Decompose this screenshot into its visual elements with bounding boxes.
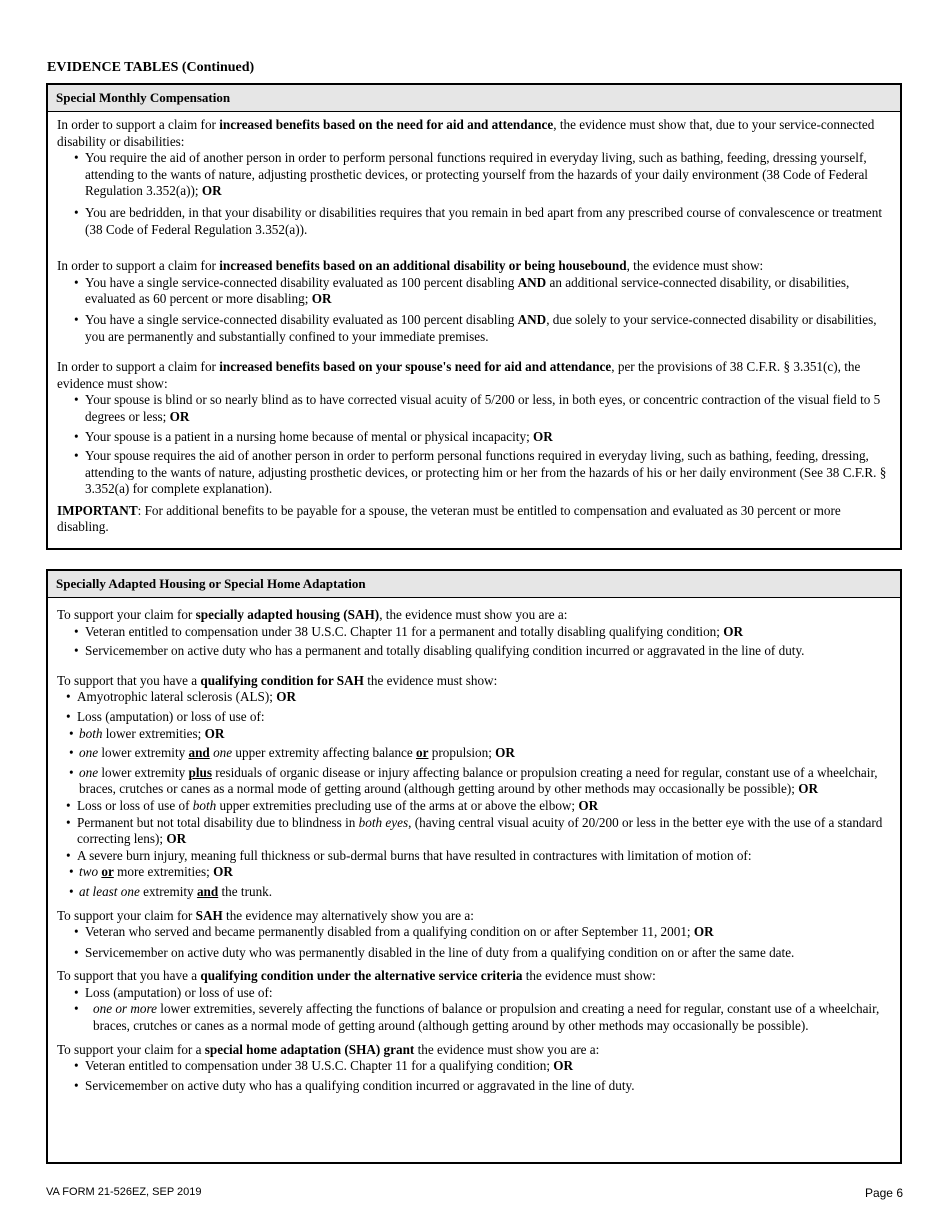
aid-attendance-intro: In order to support a claim for increased benefits based on the need for aid and attendance, the evidence must show that, due to your service-connected disability or disabilities: xyxy=(57,117,875,149)
list-item: • Your spouse is a patient in a nursing home because of mental or physical incapacity; OR xyxy=(57,429,891,446)
list-item: • Amyotrophic lateral sclerosis (ALS); OR xyxy=(49,689,891,706)
list-item: • Permanent but not total disability due to blindness in both eyes, (having central visual acuity of 20/200 or less in the better eye with the use of a standard correcting lens); OR xyxy=(49,815,891,848)
alternative-criteria-list xyxy=(57,985,891,1002)
list-item: • Veteran who served and became permanently disabled from a qualifying condition on or after September 11, 2001; OR xyxy=(57,924,891,941)
list-item: • two or more extremities; OR xyxy=(43,864,891,881)
qualifying-condition-intro: To support that you have a qualifying condition for SAH the evidence must show: xyxy=(57,672,498,688)
list-item: • one lower extremity and one upper extremity affecting balance or propulsion; OR xyxy=(43,745,891,762)
list-item: • Loss or loss of use of both upper extremities precluding use of the arms at or above the elbow; OR xyxy=(49,798,891,815)
alternative-criteria-sublist xyxy=(57,1001,891,1034)
list-item: • You have a single service-connected disability evaluated as 100 percent disabling AND an additional service-connected disability, or disabilities, evaluated as 60 percent or more disabling; OR xyxy=(57,275,891,308)
page-heading: EVIDENCE TABLES (Continued) xyxy=(47,60,255,75)
list-item: • at least one extremity and the trunk. xyxy=(43,884,891,901)
burn-sublist xyxy=(43,864,891,900)
spouse-list xyxy=(57,392,891,498)
specially-adapted-housing-table xyxy=(46,569,902,1164)
qualifying-condition-list xyxy=(49,689,891,725)
list-item: • Servicemember on active duty who was permanently disabled in the line of duty from a qualifying condition on or after the same date. xyxy=(57,945,891,962)
sah-alternative-list xyxy=(57,924,891,961)
list-item: • one or more lower extremities, severely affecting the functions of balance or propulsion and creating a need for regular, constant use of a wheelchair, braces, crutches or canes as a normal mode of getting around (although getting around by other methods may occasionally be possible). xyxy=(57,1001,891,1034)
important-note: IMPORTANT: For additional benefits to be payable for a spouse, the veteran must be entitled to compensation and evaluated as 30 percent or more disabling. xyxy=(57,502,841,535)
list-item: • Your spouse requires the aid of another person in order to perform personal functions required in everyday living, such as bathing, feeding, dressing, attending to the wants of nature, adjusting prosthetic devices, or protecting him or her from the hazards of his or her daily environment (See 38 C.F.R. § 3.352(a) for complete explanation). xyxy=(57,448,891,498)
sah-alternative-intro: To support your claim for SAH the evidence may alternatively show you are a: xyxy=(57,907,474,923)
list-item: • Servicemember on active duty who has a permanent and totally disabling qualifying condition incurred or aggravated in the line of duty. xyxy=(57,643,891,660)
housebound-list xyxy=(57,275,891,345)
qualifying-condition-list-continued xyxy=(49,798,891,864)
table-title: Special Monthly Compensation xyxy=(48,85,900,112)
sha-list xyxy=(57,1058,891,1094)
loss-sublist xyxy=(43,726,891,798)
special-monthly-compensation-table xyxy=(46,83,902,550)
list-item: • Veteran entitled to compensation under 38 U.S.C. Chapter 11 for a qualifying condition; OR xyxy=(57,1058,891,1075)
list-item: • Veteran entitled to compensation under 38 U.S.C. Chapter 11 for a permanent and totally disabling qualifying condition; OR xyxy=(57,624,891,641)
spouse-intro: In order to support a claim for increased benefits based on your spouse's need for aid and attendance, per the provisions of 38 C.F.R. § 3.351(c), the evidence must show: xyxy=(57,359,861,391)
list-item: • You are bedridden, in that your disability or disabilities requires that you remain in bed apart from any prescribed course of convalescence or treatment (38 Code of Federal Regulation 3.352(a)). xyxy=(57,205,891,238)
list-item: • Loss (amputation) or loss of use of: xyxy=(49,709,891,726)
sah-intro: To support your claim for specially adapted housing (SAH), the evidence must show you are a: xyxy=(57,607,568,622)
alternative-criteria-intro: To support that you have a qualifying condition under the alternative service criteria the evidence must show: xyxy=(57,968,656,984)
housebound-intro: In order to support a claim for increased benefits based on an additional disability or being housebound, the evidence must show: xyxy=(57,258,764,274)
list-item: • Loss (amputation) or loss of use of: xyxy=(57,985,891,1002)
page-number: Page 6 xyxy=(864,1186,903,1200)
table-title: Specially Adapted Housing or Special Home Adaptation xyxy=(48,571,900,598)
sah-list xyxy=(57,624,891,660)
sha-intro: To support your claim for a special home adaptation (SHA) grant the evidence must show you are a: xyxy=(57,1041,600,1057)
list-item: • You require the aid of another person in order to perform personal functions required in everyday living, such as bathing, feeding, dressing yourself, attending to the wants of nature, adjusting prosthetic devices, or protecting yourself from the hazards of your daily environment (38 Code of Federal Regulation 3.352(a)); OR xyxy=(57,150,891,200)
form-identifier: VA FORM 21-526EZ, SEP 2019 xyxy=(46,1186,202,1198)
list-item: • You have a single service-connected disability evaluated as 100 percent disabling AND, due solely to your service-connected disability or disabilities, you are permanently and substantially confined to your immediate premises. xyxy=(57,312,891,345)
aid-attendance-list xyxy=(57,150,891,238)
list-item: • one lower extremity plus residuals of organic disease or injury affecting balance or propulsion creating a need for regular, constant use of a wheelchair, braces, crutches or canes as a normal mode of getting around (although getting around by other methods may occasionally be possible); OR xyxy=(43,765,891,798)
list-item: • both lower extremities; OR xyxy=(43,726,891,743)
list-item: • Servicemember on active duty who has a qualifying condition incurred or aggravated in the line of duty. xyxy=(57,1078,891,1095)
list-item: • Your spouse is blind or so nearly blind as to have corrected visual acuity of 5/200 or less, in both eyes, or concentric contraction of the visual field to 5 degrees or less; OR xyxy=(57,392,891,425)
list-item: • A severe burn injury, meaning full thickness or sub-dermal burns that have resulted in contractures with limitation of motion of: xyxy=(49,848,891,865)
